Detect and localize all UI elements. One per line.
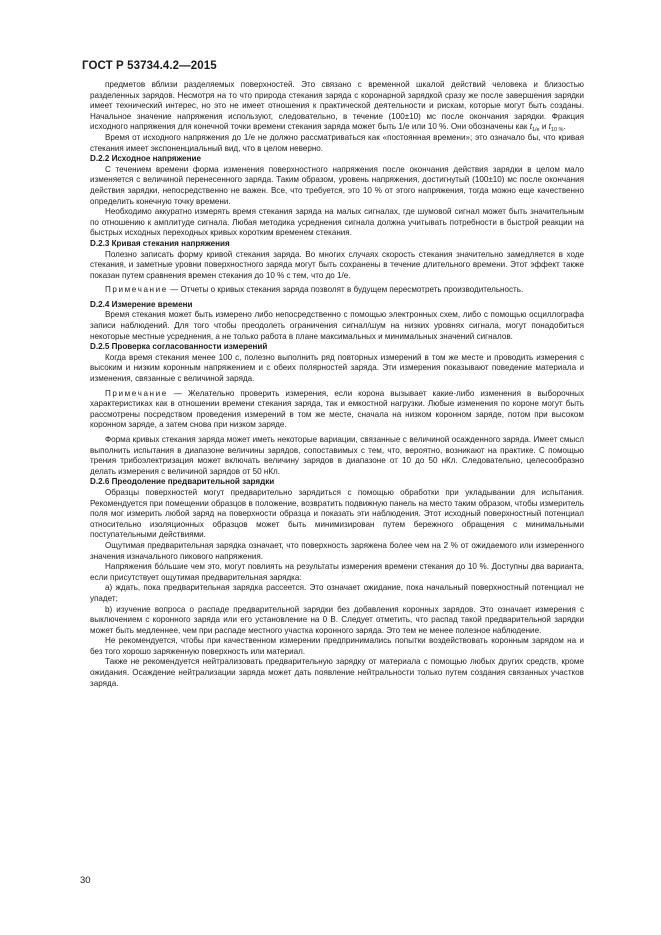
page-header: ГОСТ Р 53734.4.2—2015 bbox=[82, 60, 217, 72]
paragraph-d26-3: Напряжения бо́льшие чем это, могут повлиять на результаты измерения времени стекания до 10 %. Доступны два варианта, если присутствует ощутимая предварительная зарядка: bbox=[90, 562, 584, 582]
paragraph-d22-1: С течением времени форма изменения поверхностного напряжения после окончания действия зарядки в целом мало изменяется с величиной перенесенного заряда. Таким образом, уровень напряжения, достигнутый (100±10) мс после окончания действия зарядки, непосредственно не важен. Все, что требуется, это 10 % от этого напряжения, тогда можно еще качественно определить конечную точку времени. bbox=[90, 164, 584, 206]
page-number: 30 bbox=[80, 875, 91, 886]
paragraph-d26-5: Также не рекомендуется нейтрализовать предварительную зарядку от материала с помощью любых других средств, кроме ожидания. Осаждение нейтрализации заряда может дать появление нейтральности только путем создания связанных участков заряда. bbox=[90, 657, 584, 688]
paragraph-d22-2: Необходимо аккуратно измерять время стекания заряда на малых сигналах, где шумовой сигнал может быть значительным по отношению к амплитуде сигнала. Любая методика усреднения сигнала должна учитывать потребности в быстрой реакции на быстрых исходных переходных кривых коротким временем стекания. bbox=[90, 207, 584, 238]
document-body bbox=[90, 80, 584, 689]
paragraph-d25-charge-range: Форма кривых стекания заряда может иметь некоторые вариации, связанные с величиной осажденного заряда. Имеет смысл выполнить испытания в диапазоне величины зарядов, сопоставимых с тем, что, вероятно, возникают на практике. С помощью трения трибоэлектризация может включать величину зарядов в диапазоне от 10 до 50 нКл. Следовательно, целесообразно делать измерения с величиной зарядов от 50 нКл. bbox=[90, 435, 584, 476]
paragraph-initial-voltage-intro: предметов вблизи разделяемых поверхностей. Это связано с временной шкалой действий человека и близостью разделенных зарядов. Несмотря на то что природа стекания заряда с коронарной зарядкой сразу же после завершения зарядки имеет технический интерес, но это не имеет отношения к практической деятельности и рискам, которые могут быть созданы. Начальное значение напряжения используют, следовательно, в течение (100±10) мс после окончания зарядки. Фракция исходного напряжения для конечной точки времени стекания заряда может быть 1/е или 10 %. Они обозначены как $t_{1/е}$ и $t_{10 \%}$. bbox=[90, 80, 584, 134]
list-item-b: b) изучение вопроса о распаде предварительной зарядки без добавления коронных зарядов. Это означает измерения с выключением с коронного заряда или его установление на 0 В. Следует отметить, что распад такой предварительной зарядки может быть медленнее, чем при распаде местного участка коронного заряда. Это тем не менее полезное наблюдение. bbox=[90, 604, 584, 635]
note-d23: Примечание — Отчеты о кривых стекания заряда позволят в будущем пересмотреть производительность. bbox=[105, 285, 524, 295]
list-item-a: а) ждать, пока предварительная зарядка рассеется. Это означает ожидание, пока начальный поверхностный потенциал не упадет; bbox=[90, 583, 584, 603]
paragraph-d24: Время стекания может быть измерено либо непосредственно с помощью электронных схем, либо с помощью осциллографа записи наблюдений. Для того чтобы преодолеть ограничения сигнал/шум на низких уровнях сигнала, могут понадобиться некоторые местные усреднения, а не только работа в плане максимальных и минимальных значений сигналов. bbox=[90, 310, 584, 341]
note-label: Примечание bbox=[105, 388, 168, 398]
paragraph-d25: Когда время стекания менее 100 с, полезно выполнить ряд повторных измерений в том же месте и проводить измерения с высоким и низким коронным напряжением и с обеих полярностей заряда. Эти измерения показывают поведение материала и изменения, связанные с величиной заряда. bbox=[90, 352, 584, 384]
section-heading-d23: D.2.3 Кривая стекания напряжения bbox=[90, 238, 230, 248]
paragraph-d26-4: Не рекомендуется, чтобы при качественном измерении предпринимались попытки воздействовать коронным зарядом на и без того хорошо заряженную поверхность или материал. bbox=[90, 636, 584, 656]
paragraph-time-constant: Время от исходного напряжения до 1/е не должно рассматриваться как «постоянная времени»; это означало бы, что кривая стекания имеет экспоненциальный вид, что в целом неверно. bbox=[90, 132, 584, 153]
paragraph-d26-2: Ощутимая предварительная зарядка означает, что поверхность заряжена более чем на 2 % от ожидаемого или измеренного значения изначального пикового напряжения. bbox=[90, 540, 584, 561]
note-d25: Примечание — Желательно проверить измерения, если корона вызывает какие-либо изменения в выборочных характеристиках как в отношении времени стекания заряда, так и емкостной нагрузки. Любые изменения по короне могут быть рассмотрены посредством проведения измерений в том же месте, сначала на низком коронном заряде, потом при высоком коронном заряде, а затем снова при низком заряде. bbox=[90, 388, 584, 430]
section-heading-d25: D.2.5 Проверка согласованности измерений bbox=[90, 342, 268, 352]
paragraph-d23: Полезно записать форму кривой стекания заряда. Во многих случаях скорость стекания значительно замедляется в ходе стекания, и заметные уровни поверхностного заряда могут быть сохранены в течение длительного времени. Этот эффект также показан путем сравнения времен стекания до 10 % с тем, что до 1/е. bbox=[90, 249, 584, 280]
note-label: Примечание bbox=[105, 285, 168, 295]
section-heading-d26: D.2.6 Преодоление предварительной зарядки bbox=[90, 477, 275, 487]
section-heading-d22: D.2.2 Исходное напряжение bbox=[90, 154, 202, 164]
section-heading-d24: D.2.4 Измерение времени bbox=[90, 299, 193, 309]
paragraph-d26-1: Образцы поверхностей могут предварительно зарядиться с помощью обработки при укладывании для испытания. Рекомендуется при помещении образцов в положение, возвратить подвижную панель на место таким образом, чтобы измеритель поля мог измерить любой заряд на поверхности образца и показать эти наблюдения. Этот исходный поверхностный потенциал относительно изоляционных образцов может быть минимизирован путем бережного обращения с минимальными поступательными действиями. bbox=[90, 487, 584, 540]
